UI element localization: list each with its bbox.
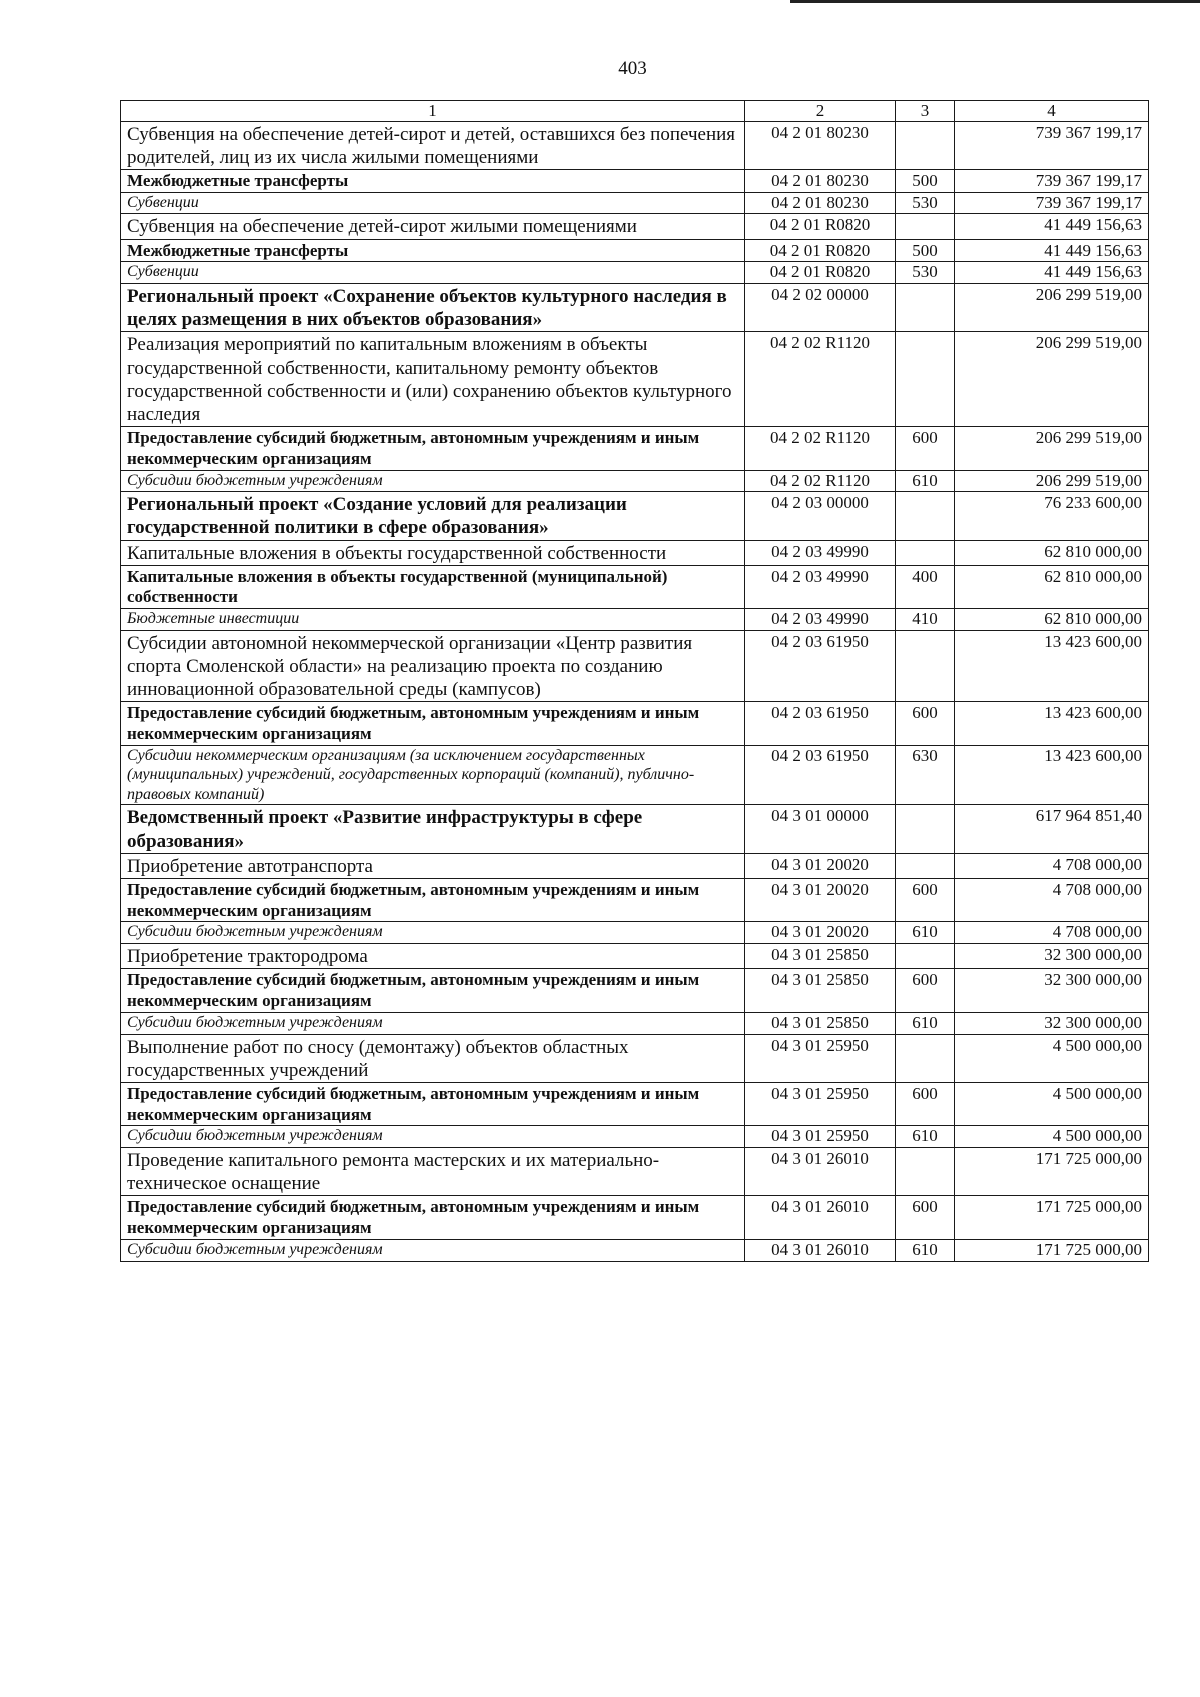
row-code-cell: 04 3 01 25850	[745, 944, 896, 969]
top-edge-rule	[790, 0, 1200, 3]
row-code-cell: 04 3 01 20020	[745, 853, 896, 878]
table-row	[121, 332, 1149, 427]
row-amount-cell: 13 423 600,00	[955, 702, 1149, 745]
table-row	[121, 565, 1149, 608]
row-type-cell	[896, 944, 955, 969]
row-code-cell: 04 3 01 00000	[745, 805, 896, 853]
row-type-cell	[896, 540, 955, 565]
row-name-cell: Региональный проект «Сохранение объектов культурного наследия в целях размещения в них объектов образования»	[121, 284, 745, 332]
table-row	[121, 540, 1149, 565]
row-code-cell: 04 2 01 80230	[745, 192, 896, 214]
row-code-cell: 04 3 01 26010	[745, 1148, 896, 1196]
row-code-cell: 04 2 03 49990	[745, 565, 896, 608]
row-type-cell	[896, 1034, 955, 1082]
row-type-cell	[896, 214, 955, 239]
row-amount-cell: 171 725 000,00	[955, 1239, 1149, 1261]
row-code-cell: 04 2 01 80230	[745, 121, 896, 169]
budget-table	[120, 100, 1149, 1262]
row-code-cell: 04 3 01 25950	[745, 1126, 896, 1148]
row-name-cell: Предоставление субсидий бюджетным, автономным учреждениям и иным некоммерческим организациям	[121, 702, 745, 745]
row-code-cell: 04 3 01 25950	[745, 1082, 896, 1125]
table-row	[121, 1012, 1149, 1034]
row-type-cell: 610	[896, 922, 955, 944]
row-code-cell: 04 3 01 25850	[745, 969, 896, 1012]
row-name-cell: Выполнение работ по сносу (демонтажу) объектов областных государственных учреждений	[121, 1034, 745, 1082]
row-amount-cell: 32 300 000,00	[955, 1012, 1149, 1034]
table-row	[121, 492, 1149, 540]
table-row	[121, 805, 1149, 853]
row-code-cell: 04 2 03 49990	[745, 609, 896, 631]
row-type-cell: 500	[896, 239, 955, 262]
table-row	[121, 609, 1149, 631]
table-row	[121, 1034, 1149, 1082]
row-amount-cell: 206 299 519,00	[955, 284, 1149, 332]
row-name-cell: Проведение капитального ремонта мастерских и их материально-техническое оснащение	[121, 1148, 745, 1196]
row-amount-cell: 41 449 156,63	[955, 239, 1149, 262]
table-row	[121, 879, 1149, 922]
table-row	[121, 969, 1149, 1012]
table-row	[121, 214, 1149, 239]
row-type-cell: 400	[896, 565, 955, 608]
table-row	[121, 121, 1149, 169]
row-name-cell: Предоставление субсидий бюджетным, автономным учреждениям и иным некоммерческим организациям	[121, 1196, 745, 1239]
row-type-cell: 530	[896, 262, 955, 284]
row-amount-cell: 4 500 000,00	[955, 1082, 1149, 1125]
row-amount-cell: 4 708 000,00	[955, 922, 1149, 944]
row-name-cell: Ведомственный проект «Развитие инфраструктуры в сфере образования»	[121, 805, 745, 853]
row-type-cell: 410	[896, 609, 955, 631]
row-type-cell	[896, 853, 955, 878]
row-name-cell: Субсидии бюджетным учреждениям	[121, 1239, 745, 1261]
row-code-cell: 04 2 01 R0820	[745, 214, 896, 239]
row-type-cell: 530	[896, 192, 955, 214]
column-header-1: 1	[121, 101, 745, 122]
row-code-cell: 04 3 01 20020	[745, 879, 896, 922]
row-code-cell: 04 2 03 61950	[745, 745, 896, 805]
row-type-cell	[896, 332, 955, 427]
table-body	[121, 101, 1149, 1262]
row-code-cell: 04 3 01 26010	[745, 1196, 896, 1239]
row-amount-cell: 739 367 199,17	[955, 192, 1149, 214]
row-code-cell: 04 2 02 R1120	[745, 427, 896, 470]
row-amount-cell: 739 367 199,17	[955, 121, 1149, 169]
row-type-cell: 600	[896, 1196, 955, 1239]
row-name-cell: Капитальные вложения в объекты государственной собственности	[121, 540, 745, 565]
row-name-cell: Межбюджетные трансферты	[121, 169, 745, 192]
row-name-cell: Субсидии бюджетным учреждениям	[121, 1012, 745, 1034]
row-code-cell: 04 2 03 61950	[745, 702, 896, 745]
row-amount-cell: 206 299 519,00	[955, 332, 1149, 427]
table-row	[121, 745, 1149, 805]
row-name-cell: Субвенции	[121, 262, 745, 284]
row-amount-cell: 4 500 000,00	[955, 1126, 1149, 1148]
row-name-cell: Предоставление субсидий бюджетным, автономным учреждениям и иным некоммерческим организациям	[121, 427, 745, 470]
row-type-cell: 630	[896, 745, 955, 805]
table-row	[121, 169, 1149, 192]
row-type-cell: 610	[896, 1126, 955, 1148]
row-amount-cell: 62 810 000,00	[955, 565, 1149, 608]
row-code-cell: 04 3 01 25850	[745, 1012, 896, 1034]
row-type-cell: 600	[896, 427, 955, 470]
row-amount-cell: 62 810 000,00	[955, 609, 1149, 631]
row-name-cell: Бюджетные инвестиции	[121, 609, 745, 631]
column-header-4: 4	[955, 101, 1149, 122]
row-name-cell: Предоставление субсидий бюджетным, автономным учреждениям и иным некоммерческим организациям	[121, 969, 745, 1012]
row-amount-cell: 206 299 519,00	[955, 470, 1149, 492]
row-type-cell: 600	[896, 969, 955, 1012]
table-row	[121, 630, 1149, 702]
row-type-cell	[896, 121, 955, 169]
row-type-cell: 610	[896, 1012, 955, 1034]
table-row	[121, 702, 1149, 745]
table-row	[121, 427, 1149, 470]
row-code-cell: 04 2 03 61950	[745, 630, 896, 702]
row-amount-cell: 62 810 000,00	[955, 540, 1149, 565]
row-amount-cell: 32 300 000,00	[955, 944, 1149, 969]
row-amount-cell: 617 964 851,40	[955, 805, 1149, 853]
table-row	[121, 1148, 1149, 1196]
row-code-cell: 04 2 02 R1120	[745, 470, 896, 492]
row-type-cell: 610	[896, 1239, 955, 1261]
row-amount-cell: 32 300 000,00	[955, 969, 1149, 1012]
row-name-cell: Межбюджетные трансферты	[121, 239, 745, 262]
row-code-cell: 04 3 01 25950	[745, 1034, 896, 1082]
row-name-cell: Субвенция на обеспечение детей-сирот жилыми помещениями	[121, 214, 745, 239]
table-row	[121, 1239, 1149, 1261]
row-name-cell: Приобретение автотранспорта	[121, 853, 745, 878]
table-row	[121, 262, 1149, 284]
row-code-cell: 04 2 03 00000	[745, 492, 896, 540]
row-name-cell: Субсидии некоммерческим организациям (за исключением государственных (муниципальных) учреждений, государственных корпораций (компаний), публично-правовых компаний)	[121, 745, 745, 805]
table-header-row	[121, 101, 1149, 122]
row-name-cell: Реализация мероприятий по капитальным вложениям в объекты государственной собственности, капитальному ремонту объектов государственной собственности и (или) сохранению объектов культурного наследия	[121, 332, 745, 427]
row-type-cell	[896, 630, 955, 702]
row-type-cell: 610	[896, 470, 955, 492]
row-name-cell: Субсидии автономной некоммерческой организации «Центр развития спорта Смоленской области» на реализацию проекта по созданию инновационной образовательной среды (кампусов)	[121, 630, 745, 702]
table-row	[121, 1126, 1149, 1148]
row-code-cell: 04 2 01 R0820	[745, 262, 896, 284]
column-header-3: 3	[896, 101, 955, 122]
row-amount-cell: 4 500 000,00	[955, 1034, 1149, 1082]
row-code-cell: 04 2 01 R0820	[745, 239, 896, 262]
row-type-cell: 600	[896, 879, 955, 922]
row-amount-cell: 171 725 000,00	[955, 1148, 1149, 1196]
row-amount-cell: 41 449 156,63	[955, 262, 1149, 284]
page-number: 403	[618, 58, 647, 79]
row-amount-cell: 739 367 199,17	[955, 169, 1149, 192]
row-name-cell: Субсидии бюджетным учреждениям	[121, 1126, 745, 1148]
row-name-cell: Субвенции	[121, 192, 745, 214]
table-row	[121, 470, 1149, 492]
row-type-cell	[896, 284, 955, 332]
row-amount-cell: 13 423 600,00	[955, 630, 1149, 702]
row-name-cell: Предоставление субсидий бюджетным, автономным учреждениям и иным некоммерческим организациям	[121, 1082, 745, 1125]
row-name-cell: Субвенция на обеспечение детей-сирот и детей, оставшихся без попечения родителей, лиц из их числа жилыми помещениями	[121, 121, 745, 169]
row-type-cell	[896, 805, 955, 853]
row-amount-cell: 4 708 000,00	[955, 879, 1149, 922]
row-code-cell: 04 2 02 R1120	[745, 332, 896, 427]
row-code-cell: 04 3 01 26010	[745, 1239, 896, 1261]
row-amount-cell: 171 725 000,00	[955, 1196, 1149, 1239]
row-amount-cell: 76 233 600,00	[955, 492, 1149, 540]
row-type-cell	[896, 1148, 955, 1196]
table-row	[121, 192, 1149, 214]
row-type-cell	[896, 492, 955, 540]
row-name-cell: Субсидии бюджетным учреждениям	[121, 922, 745, 944]
table-row	[121, 922, 1149, 944]
row-code-cell: 04 2 02 00000	[745, 284, 896, 332]
row-name-cell: Предоставление субсидий бюджетным, автономным учреждениям и иным некоммерческим организациям	[121, 879, 745, 922]
row-type-cell: 600	[896, 1082, 955, 1125]
column-header-2: 2	[745, 101, 896, 122]
row-code-cell: 04 2 03 49990	[745, 540, 896, 565]
row-amount-cell: 41 449 156,63	[955, 214, 1149, 239]
row-amount-cell: 206 299 519,00	[955, 427, 1149, 470]
row-type-cell: 500	[896, 169, 955, 192]
row-type-cell: 600	[896, 702, 955, 745]
row-code-cell: 04 3 01 20020	[745, 922, 896, 944]
row-name-cell: Субсидии бюджетным учреждениям	[121, 470, 745, 492]
table-row	[121, 239, 1149, 262]
row-name-cell: Региональный проект «Создание условий для реализации государственной политики в сфере образования»	[121, 492, 745, 540]
table-row	[121, 284, 1149, 332]
row-amount-cell: 4 708 000,00	[955, 853, 1149, 878]
row-amount-cell: 13 423 600,00	[955, 745, 1149, 805]
row-code-cell: 04 2 01 80230	[745, 169, 896, 192]
row-name-cell: Приобретение трактородрома	[121, 944, 745, 969]
table-row	[121, 853, 1149, 878]
table-row	[121, 1196, 1149, 1239]
table-row	[121, 1082, 1149, 1125]
table-row	[121, 944, 1149, 969]
row-name-cell: Капитальные вложения в объекты государственной (муниципальной) собственности	[121, 565, 745, 608]
